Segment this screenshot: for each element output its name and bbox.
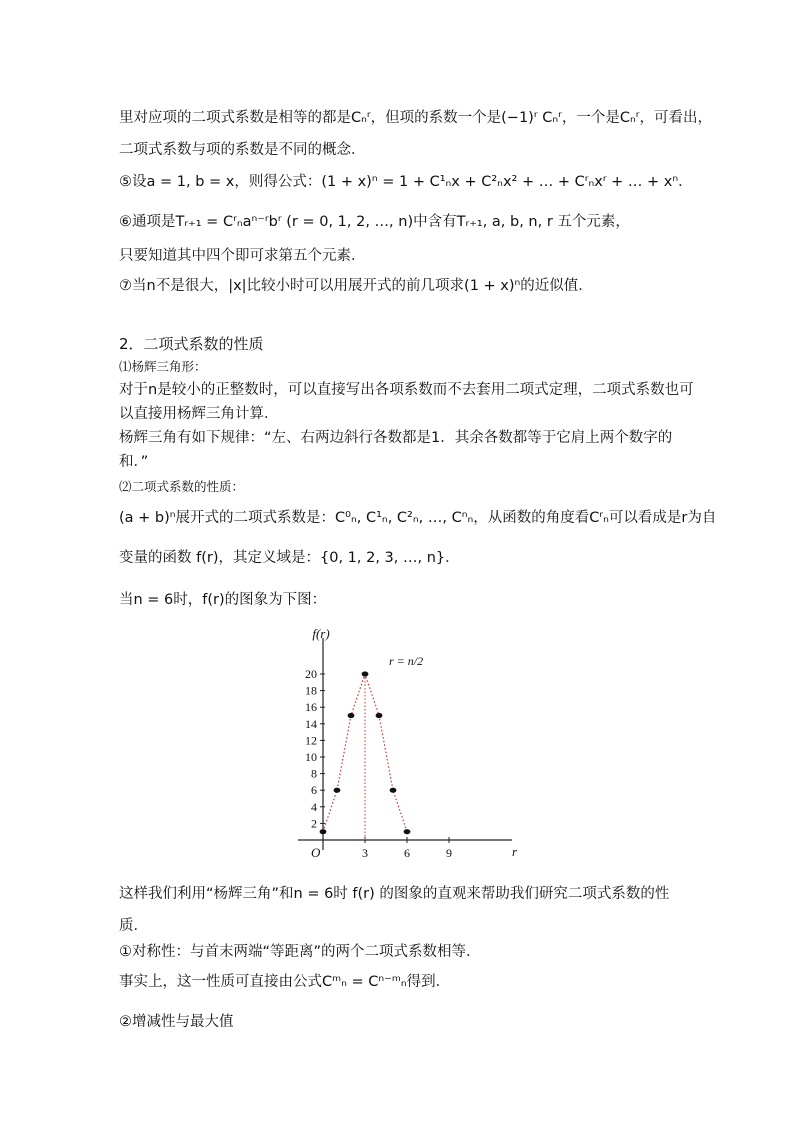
y-tick-label: 8 <box>311 766 317 781</box>
paragraph-line: 二项式系数与项的系数是不同的概念． <box>119 142 366 158</box>
formula-line: 变量的函数 f(r)，其定义域是：{0, 1, 2, 3, …, n}． <box>119 550 460 566</box>
paragraph-line: 当n = 6时，f(r)的图象为下图： <box>119 592 327 608</box>
y-tick-label: 18 <box>305 683 317 698</box>
paragraph-line: ⑦当n不是很大，|x|比较小时可以用展开式的前几项求(1 + x)ⁿ的近似值． <box>119 278 593 294</box>
x-tick-label: 9 <box>446 846 452 860</box>
paragraph-line: 杨辉三角有如下规律：“左、右两边斜行各数都是1．其余各数都等于它肩上两个数字的 <box>119 430 673 446</box>
y-tick-label: 2 <box>311 816 317 831</box>
data-point <box>320 829 327 834</box>
data-point <box>390 788 397 793</box>
paragraph-line: 这样我们利用“杨辉三角”和n = 6时 f(r) 的图象的直观来帮助我们研究二项式系数的性 <box>119 886 670 902</box>
y-tick-label: 4 <box>311 799 317 814</box>
data-point <box>376 713 383 718</box>
paragraph-line: 只要知道其中四个即可求第五个元素． <box>119 248 366 264</box>
x-tick-label: 3 <box>362 846 368 860</box>
subsection-label: ⑴杨辉三角形： <box>119 359 207 374</box>
paragraph-line: 和．” <box>119 454 149 470</box>
paragraph-line: 以直接用杨辉三角计算． <box>119 406 279 422</box>
x-axis-label: r <box>512 844 518 859</box>
formula-line: ⑥通项是Tᵣ₊₁ = Cʳₙaⁿ⁻ʳbʳ (r = 0, 1, 2, …, n)中含有Tᵣ₊₁, a, b, n, r 五个元素， <box>119 214 630 230</box>
y-tick-label: 14 <box>305 716 317 731</box>
annotation-label: r = n/2 <box>389 654 424 668</box>
data-point <box>348 713 355 718</box>
paragraph-line: ②增减性与最大值 <box>119 1014 234 1030</box>
formula-line: 事实上，这一性质可直接由公式Cᵐₙ = Cⁿ⁻ᵐₙ得到． <box>119 974 451 990</box>
data-point <box>404 829 411 834</box>
formula-line: ⑤设a = 1, b = x，则得公式：(1 + x)ⁿ = 1 + C¹ₙx + C²ₙx² + … + Cʳₙxʳ + … + xⁿ． <box>119 174 693 190</box>
y-axis-label: f(r) <box>312 626 330 641</box>
y-tick-label: 12 <box>305 733 317 748</box>
paragraph-line: 里对应项的二项式系数是相等的都是Cₙʳ，但项的系数一个是(−1)ʳ Cₙʳ，一个是Cₙʳ，可看出， <box>119 110 713 126</box>
y-tick-label: 6 <box>311 783 317 798</box>
origin-label: O <box>311 845 321 860</box>
paragraph-line: 对于n是较小的正整数时，可以直接写出各项系数而不去套用二项式定理，二项式系数也可 <box>119 382 694 398</box>
section-heading: 2．二项式系数的性质 <box>119 335 264 353</box>
data-point <box>362 671 369 676</box>
paragraph-line: 质． <box>119 918 148 934</box>
x-tick-label: 6 <box>404 846 410 860</box>
paragraph-line: ①对称性：与首末两端“等距离”的两个二项式系数相等． <box>119 944 481 960</box>
y-tick-label: 16 <box>305 700 317 715</box>
subsection-label: ⑵二项式系数的性质： <box>119 479 245 494</box>
binomial-coefficient-chart <box>290 624 526 868</box>
y-tick-label: 20 <box>305 667 317 681</box>
formula-line: (a + b)ⁿ展开式的二项式系数是：C⁰ₙ, C¹ₙ, C²ₙ, …, Cⁿₙ，从函数的角度看Cʳₙ可以看成是r为自 <box>119 510 717 526</box>
data-point <box>334 788 341 793</box>
y-tick-label: 10 <box>305 750 317 764</box>
